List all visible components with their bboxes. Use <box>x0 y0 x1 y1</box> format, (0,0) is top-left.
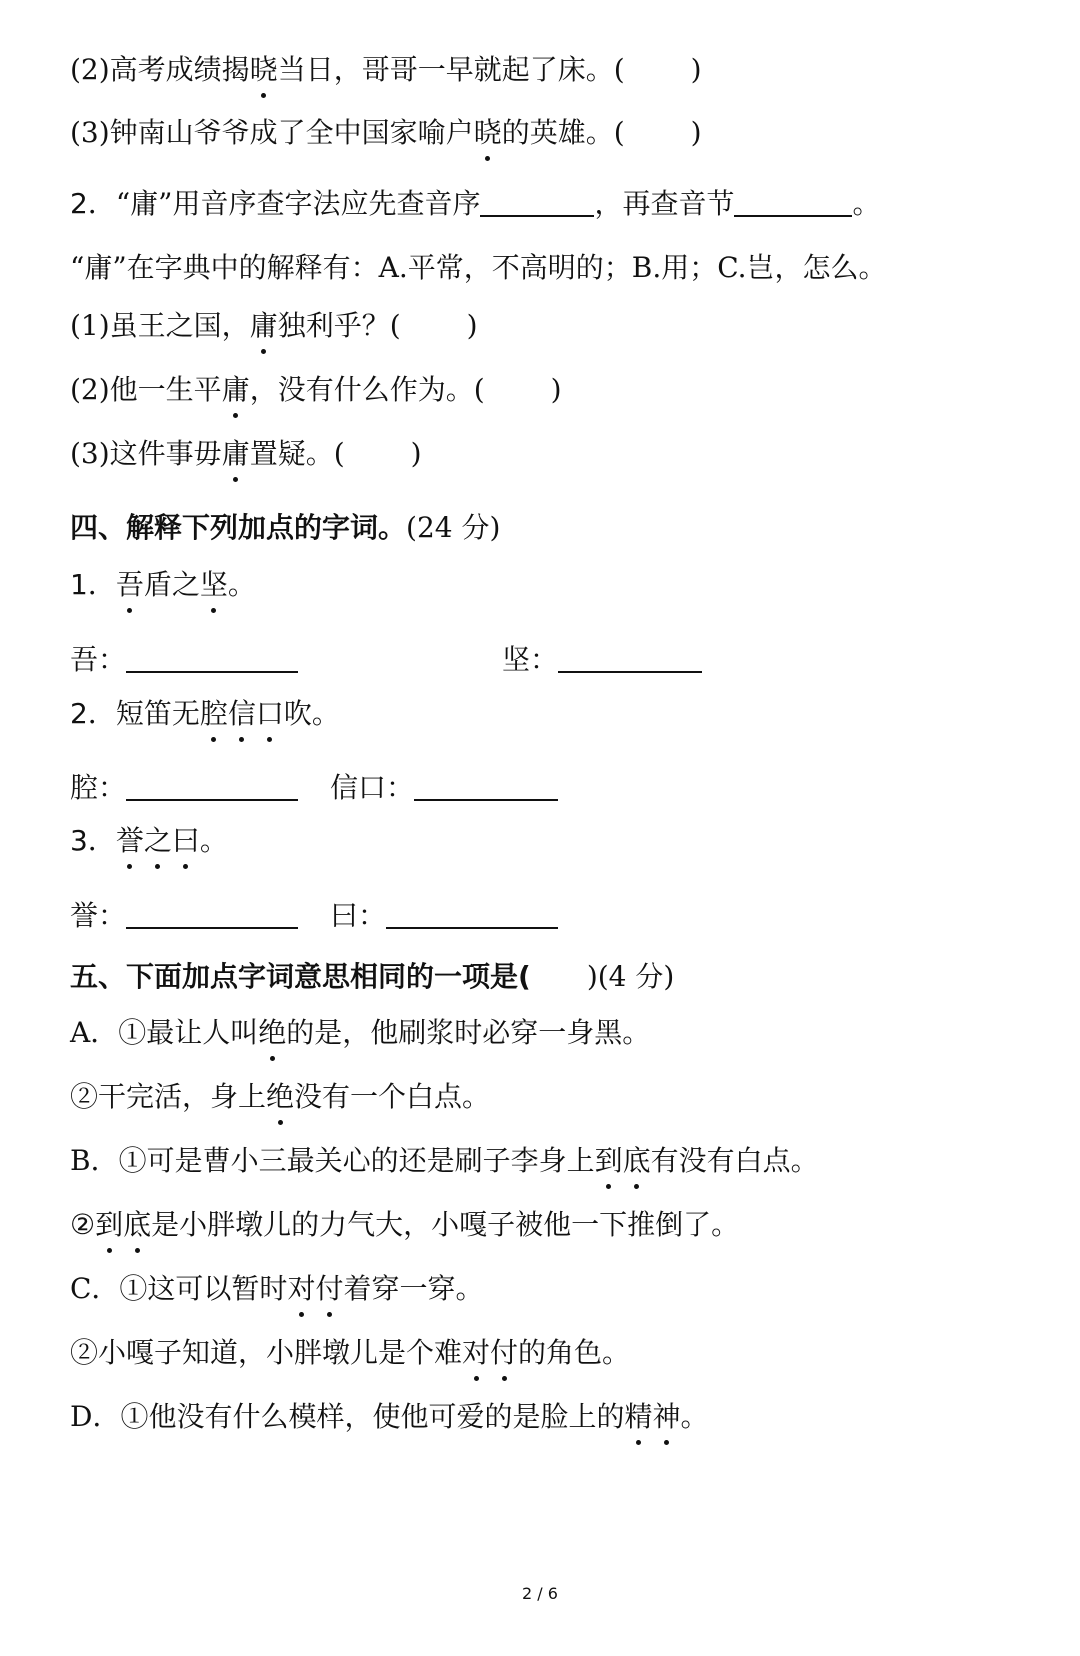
page-number: 2 / 6 <box>522 1584 558 1603</box>
paren-close: ) <box>586 960 598 993</box>
q2-sub2-text2: ，没有什么作为。( <box>249 373 485 406</box>
dotted-char: 对 <box>287 1269 315 1309</box>
q2-sub1-text: (1)虽王之国， <box>70 309 250 342</box>
option-text: D．①他没有什么模样，使他可爱的是脸上的 <box>70 1400 625 1433</box>
dotted-char: 底 <box>623 1141 651 1181</box>
s4-q3-field2 <box>330 896 558 936</box>
option-text: A．①最让人叫 <box>70 1016 259 1049</box>
s4-q3-text: 。 <box>199 824 228 857</box>
s4-q2-field1 <box>70 768 298 808</box>
option-b2 <box>70 1205 739 1245</box>
s4-q1-text2: 。 <box>227 568 256 601</box>
field-label: 坚： <box>502 643 559 676</box>
option-d1 <box>70 1397 709 1437</box>
dotted-char: 庸 <box>222 370 250 410</box>
s4-q2-field2 <box>330 768 558 808</box>
q1-sub3-text: (3)钟南山爷爷成了全中国家喻户 <box>70 116 474 149</box>
dotted-char: 到 <box>595 1141 623 1181</box>
question-number: 2． <box>70 697 116 730</box>
option-text2: 。 <box>680 1400 709 1433</box>
paren-close: ) <box>690 116 702 149</box>
q2-sub3 <box>70 434 422 474</box>
section5-score: (4 分) <box>597 960 675 993</box>
q2-sub2-text: (2)他一生平 <box>70 373 222 406</box>
question-number: 1． <box>70 568 116 601</box>
answer-blank[interactable] <box>126 798 298 801</box>
q2-sub3-text2: 置疑。( <box>249 437 345 470</box>
dotted-char: 神 <box>652 1397 680 1437</box>
answer-blank[interactable] <box>386 926 558 929</box>
option-a2 <box>70 1077 490 1117</box>
answer-blank[interactable] <box>558 670 702 673</box>
option-b1 <box>70 1141 819 1181</box>
s4-q1-text: 盾之 <box>143 568 200 601</box>
section4-title: 四、解释下列加点的字词。 <box>70 511 407 544</box>
field-label: 信口： <box>330 771 415 804</box>
q2-sub3-text: (3)这件事毋 <box>70 437 222 470</box>
dotted-char: 誉 <box>116 821 144 861</box>
dotted-char: 付 <box>315 1269 343 1309</box>
answer-blank[interactable] <box>126 670 298 673</box>
field-label: 誉： <box>70 899 127 932</box>
answer-blank[interactable] <box>126 926 298 929</box>
field-label: 曰： <box>330 899 387 932</box>
answer-blank[interactable] <box>480 214 594 217</box>
dotted-char: 绝 <box>258 1013 286 1053</box>
q1-sub2-text2: 当日，哥哥一早就起了床。( <box>277 53 625 86</box>
s4-q2 <box>70 694 340 734</box>
section5-heading <box>70 957 674 997</box>
q2-stem-c: 。 <box>852 187 881 220</box>
option-text2: 的角色。 <box>518 1336 631 1369</box>
option-text2: 有没有白点。 <box>650 1144 819 1177</box>
dotted-char: 绝 <box>266 1077 294 1117</box>
q1-sub2-text: (2)高考成绩揭 <box>70 53 250 86</box>
q2-sub1-text2: 独利乎？( <box>277 309 401 342</box>
option-text: C．①这可以暂时 <box>70 1272 288 1305</box>
paren-close: ) <box>550 373 562 406</box>
s4-q1 <box>70 565 256 605</box>
q2-stem-a: “庸”用音序查字法应先查音序 <box>115 187 481 220</box>
dotted-char: 底 <box>123 1205 151 1245</box>
section5-title: 五、下面加点字词意思相同的一项是( <box>70 960 531 993</box>
q1-sub2 <box>70 50 702 90</box>
q2-sub2 <box>70 370 562 410</box>
option-text: ② <box>70 1208 96 1241</box>
s4-q1-field1 <box>70 640 298 680</box>
field-label: 吾： <box>70 643 127 676</box>
dotted-char: 庸 <box>222 434 250 474</box>
dotted-char: 信 <box>228 694 256 734</box>
dotted-char: 对 <box>462 1333 490 1373</box>
option-c2 <box>70 1333 630 1373</box>
q2-definitions: “庸”在字典中的解释有：A.平常，不高明的；B.用；C.岂，怎么。 <box>70 251 887 284</box>
q2-stem <box>70 184 881 224</box>
dotted-char: 腔 <box>200 694 228 734</box>
q1-sub3 <box>70 113 702 153</box>
section4-score: (24 分) <box>406 511 501 544</box>
paren-close: ) <box>466 309 478 342</box>
dotted-char: 精 <box>624 1397 652 1437</box>
q2-stem-b: ，再查音节 <box>594 187 735 220</box>
question-number: 3． <box>70 824 116 857</box>
dotted-char: 到 <box>95 1205 123 1245</box>
dotted-char: 庸 <box>250 306 278 346</box>
question-number: 2． <box>70 187 116 220</box>
q1-sub3-text2: 的英雄。( <box>501 116 625 149</box>
option-text2: 是小胖墩儿的力气大，小嘎子被他一下推倒了。 <box>151 1208 740 1241</box>
dotted-char: 坚 <box>200 565 228 605</box>
q2-sub1 <box>70 306 478 346</box>
answer-blank[interactable] <box>734 214 852 217</box>
dotted-char: 付 <box>490 1333 518 1373</box>
s4-q3 <box>70 821 228 861</box>
dotted-char: 晓 <box>250 50 278 90</box>
field-label: 腔： <box>70 771 127 804</box>
s4-q2-text2: 吹。 <box>283 697 340 730</box>
option-text: ②干完活，身上 <box>70 1080 267 1113</box>
s4-q3-field1 <box>70 896 298 936</box>
dotted-char: 吾 <box>116 565 144 605</box>
s4-q1-field2 <box>502 640 702 680</box>
option-text2: 着穿一穿。 <box>343 1272 484 1305</box>
paren-close: ) <box>410 437 422 470</box>
option-text2: 的是，他刷浆时必穿一身黑。 <box>286 1016 651 1049</box>
section4-heading <box>70 508 500 548</box>
option-text2: 没有一个白点。 <box>294 1080 491 1113</box>
paren-close: ) <box>690 53 702 86</box>
option-text: B．①可是曹小三最关心的还是刷子李身上 <box>70 1144 595 1177</box>
option-a1 <box>70 1013 650 1053</box>
dotted-char: 口 <box>256 694 284 734</box>
answer-blank[interactable] <box>414 798 558 801</box>
dotted-char: 曰 <box>172 821 200 861</box>
option-c1 <box>70 1269 483 1309</box>
option-text: ②小嘎子知道，小胖墩儿是个难 <box>70 1336 463 1369</box>
dotted-char: 晓 <box>474 113 502 153</box>
dotted-char: 之 <box>144 821 172 861</box>
s4-q2-text: 短笛无 <box>115 697 200 730</box>
